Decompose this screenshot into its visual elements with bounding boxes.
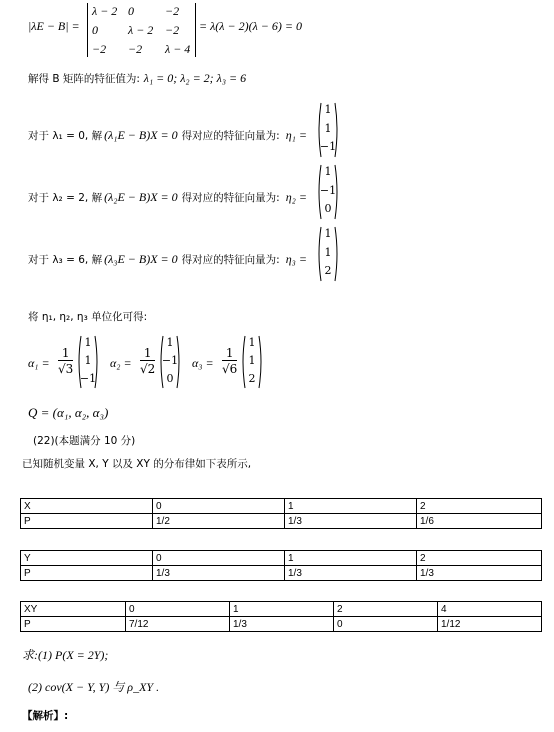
- case-equation: (λ₃E − B)X = 0: [104, 252, 178, 266]
- table-cell: X: [21, 499, 153, 514]
- det-cell: −2: [165, 4, 180, 18]
- case-equation: (λ₁E − B)X = 0: [104, 128, 178, 142]
- vector-entry: 1: [324, 227, 332, 240]
- vector-entry: 1: [84, 354, 92, 367]
- det-left-bar: [87, 3, 88, 57]
- table-cell: XY: [21, 602, 126, 617]
- case-suffix: 得对应的特征向量为:: [181, 254, 280, 266]
- table-cell: 2: [417, 499, 542, 514]
- eigen-values: λ₁ = 0; λ₂ = 2; λ₃ = 6: [143, 71, 247, 85]
- case-line: [28, 252, 307, 267]
- vector-entry: 1: [248, 336, 256, 349]
- vector-entry: 1: [324, 245, 332, 259]
- vector-entry: 2: [248, 372, 256, 385]
- det-right-bar: [195, 3, 196, 57]
- vector-entry: 1: [166, 336, 174, 349]
- table-row: [21, 551, 542, 566]
- det-cell: λ − 2: [128, 23, 154, 37]
- alpha-fraction: [58, 346, 73, 377]
- det-lhs: |λE − B| =: [28, 19, 80, 33]
- table-cell: P: [21, 617, 126, 632]
- table-cell: 7/12: [126, 617, 230, 632]
- table-cell: 4: [438, 602, 542, 617]
- vector-entry: 0: [324, 202, 332, 216]
- table-cell: 1/6: [417, 514, 542, 529]
- alpha-name: α₃ =: [192, 356, 214, 370]
- table-cell: 1/3: [153, 566, 285, 581]
- problem-header: (22)(本题满分 10 分): [33, 435, 136, 447]
- vector-entry: −1: [319, 140, 337, 154]
- table-cell: 0: [153, 551, 285, 566]
- vector-name: η₃ =: [285, 252, 307, 266]
- problem-intro: 已知随机变量 X, Y 以及 XY 的分布律如下表所示,: [22, 458, 252, 470]
- det-cell: −2: [92, 42, 107, 56]
- eigenvalue-line: [28, 71, 246, 86]
- q-equation: Q = (α₁, α₂, α₃): [28, 405, 109, 420]
- fraction-numerator: 1: [140, 346, 155, 361]
- det-cell: λ − 4: [165, 42, 191, 56]
- answer-label: 【解析】:: [22, 710, 69, 722]
- table-row: [21, 514, 542, 529]
- table-cell: P: [21, 514, 153, 529]
- vector-entry: 1: [248, 354, 256, 367]
- table-cell: 2: [334, 602, 438, 617]
- xy-distribution-table: [20, 601, 542, 632]
- table-cell: 1: [230, 602, 334, 617]
- case-suffix: 得对应的特征向量为:: [181, 130, 280, 142]
- question-2: (2) cov(X − Y, Y) 与 ρ_XY .: [28, 680, 160, 694]
- table-cell: 1/3: [417, 566, 542, 581]
- table-row: [21, 499, 542, 514]
- eigen-intro: 解得 B 矩阵的特征值为:: [28, 73, 140, 85]
- alpha-name: α₂ =: [110, 356, 132, 370]
- table-cell: 0: [126, 602, 230, 617]
- vector-entry: 0: [166, 372, 174, 385]
- table-row: [21, 617, 542, 632]
- fraction-numerator: 1: [58, 346, 73, 361]
- vector-entry: −1: [319, 183, 337, 197]
- question-1: 求:(1) P(X = 2Y);: [22, 648, 109, 662]
- case-prefix: 对于 λ₃ = 6, 解: [28, 254, 103, 266]
- fraction-denominator: √3: [58, 362, 74, 376]
- fraction-numerator: 1: [222, 346, 237, 361]
- vector-entry: 1: [84, 336, 92, 349]
- table-cell: 0: [153, 499, 285, 514]
- det-cell: 0: [92, 23, 98, 37]
- vector-entry: −1: [161, 354, 179, 367]
- case-prefix: 对于 λ₁ = 0, 解: [28, 130, 103, 142]
- vector-entry: 1: [324, 121, 332, 135]
- x-distribution-table: [20, 498, 542, 529]
- table-cell: 1/3: [285, 514, 417, 529]
- det-cell: λ − 2: [92, 4, 118, 18]
- case-suffix: 得对应的特征向量为:: [181, 192, 280, 204]
- table-cell: P: [21, 566, 153, 581]
- case-prefix: 对于 λ₂ = 2, 解: [28, 192, 103, 204]
- unitize-line: 将 η₁, η₂, η₃ 单位化可得:: [28, 311, 148, 323]
- case-line: [28, 190, 307, 205]
- table-cell: 1/12: [438, 617, 542, 632]
- fraction-denominator: √2: [140, 362, 156, 376]
- table-cell: 1/3: [285, 566, 417, 581]
- det-cell: −2: [128, 42, 143, 56]
- det-cell: 0: [128, 4, 134, 18]
- case-equation: (λ₂E − B)X = 0: [104, 190, 178, 204]
- vector-entry: −1: [79, 372, 97, 385]
- vector-entry: 2: [324, 264, 332, 278]
- table-row: [21, 566, 542, 581]
- alpha-fraction: [222, 346, 237, 377]
- table-cell: 1/3: [230, 617, 334, 632]
- table-cell: 0: [334, 617, 438, 632]
- table-cell: Y: [21, 551, 153, 566]
- table-cell: 2: [417, 551, 542, 566]
- table-cell: 1: [285, 499, 417, 514]
- y-distribution-table: [20, 550, 542, 581]
- vector-entry: 1: [324, 103, 332, 116]
- table-cell: 1: [285, 551, 417, 566]
- alpha-fraction: [140, 346, 155, 377]
- det-rhs: = λ(λ − 2)(λ − 6) = 0: [199, 19, 302, 33]
- alpha-name: α₁ =: [28, 356, 50, 370]
- vector-name: η₂ =: [285, 190, 307, 204]
- det-cell: −2: [165, 23, 180, 37]
- vector-entry: 1: [324, 165, 332, 178]
- fraction-denominator: √6: [222, 362, 238, 376]
- table-cell: 1/2: [153, 514, 285, 529]
- vector-name: η₁ =: [285, 128, 307, 142]
- case-line: [28, 128, 307, 143]
- table-row: [21, 602, 542, 617]
